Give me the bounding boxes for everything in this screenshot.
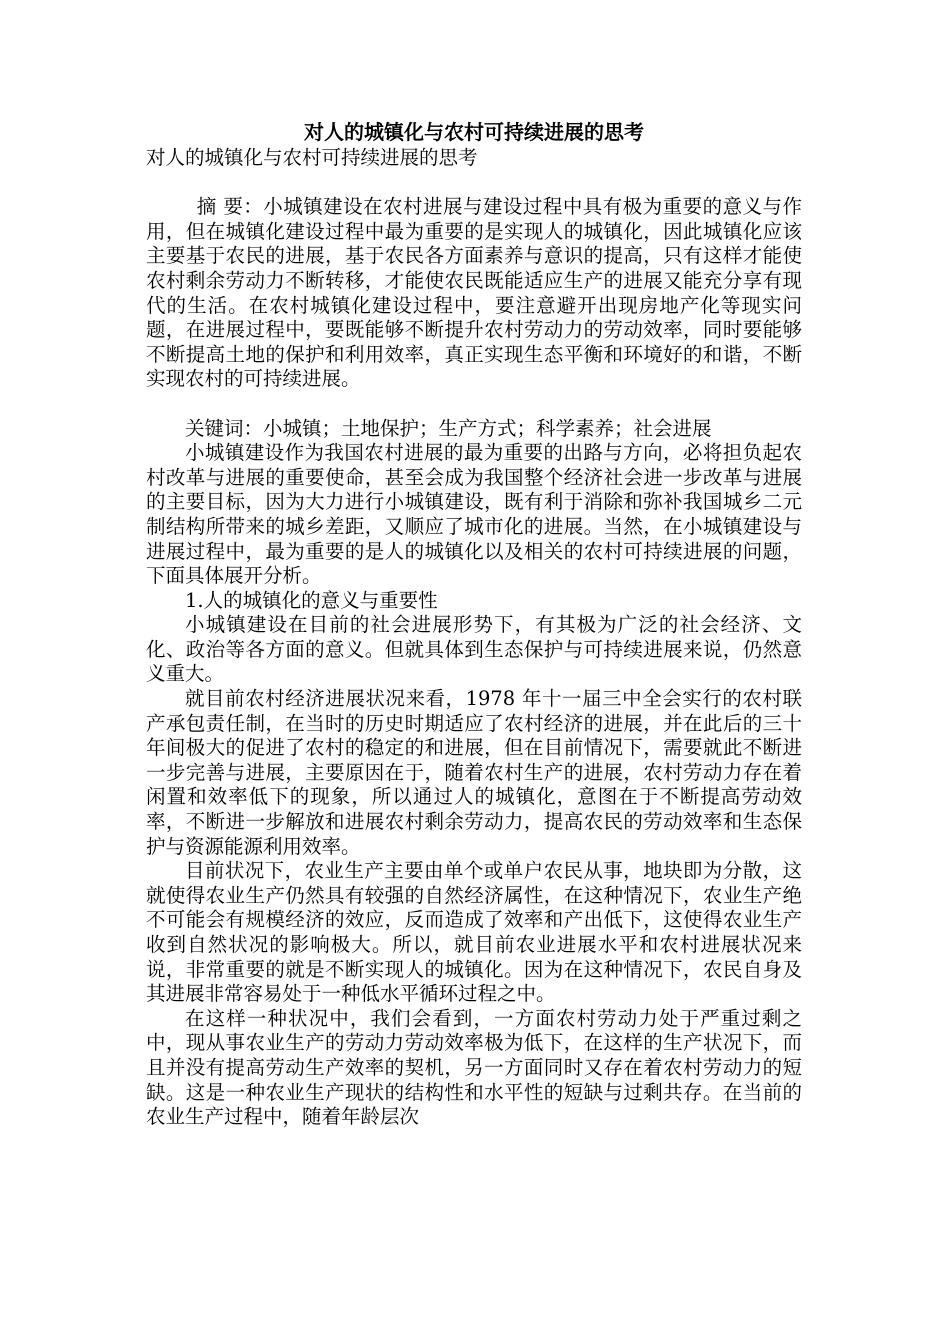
body-paragraph: 小城镇建设在目前的社会进展形势下，有其极为广泛的社会经济、文化、政治等各方面的意义。但就具体到生态保护与可持续进展来说，仍然意义重大。 bbox=[146, 613, 802, 686]
document-subtitle: 对人的城镇化与农村可持续进展的思考 bbox=[146, 146, 478, 169]
spacer bbox=[146, 392, 802, 417]
spacer bbox=[146, 171, 802, 196]
body-paragraph: 就目前农村经济进展状况来看，1978 年十一届三中全会实行的农村联产承包责任制，在当时的历史时期适应了农村经济的进展，并在此后的三十年间极大的促进了农村的稳定的和进展，但在目前情况下，需要就此不断进一步完善与进展，主要原因在于，随着农村生产的进展，农村劳动力存在着闲置和效率低下的现象，所以通过人的城镇化，意图在于不断提高劳动效率，不断进一步解放和进展农村剩余劳动力，提高农民的劳动效率和生态保护与资源能源利用效率。 bbox=[146, 687, 802, 858]
body-paragraph: 在这样一种状况中，我们会看到，一方面农村劳动力处于严重过剩之中，现从事农业生产的劳动力劳动效率极为低下，在这样的生产状况下，而且并没有提高劳动生产效率的契机，另一方面同时又存在着农村劳动力的短缺。这是一种农业生产现状的结构性和水平性的短缺与过剩共存。在当前的农业生产过程中，随着年龄层次 bbox=[146, 1006, 802, 1129]
body-paragraph: 小城镇建设作为我国农村进展的最为重要的出路与方向，必将担负起农村改革与进展的重要使命，甚至会成为我国整个经济社会进一步改革与进展的主要目标，因为大力进行小城镇建设，既有利于消除和弥补我国城乡二元制结构所带来的城乡差距，又顺应了城市化的进展。当然，在小城镇建设与进展过程中，最为重要的是人的城镇化以及相关的农村可持续进展的问题，下面具体展开分析。 bbox=[146, 441, 802, 588]
abstract-paragraph: 摘 要：小城镇建设在农村进展与建设过程中具有极为重要的意义与作用，但在城镇化建设过程中最为重要的是实现人的城镇化，因此城镇化应该主要基于农民的进展，基于农民各方面素养与意识的提高，只有这样才能使农村剩余劳动力不断转移，才能使农民既能适应生产的进展又能充分享有现代的生活。在农村城镇化建设过程中，要注意避开出现房地产化等现实问题，在进展过程中，要既能够不断提升农村劳动力的劳动效率，同时要能够不断提高土地的保护和利用效率，真正实现生态平衡和环境好的和谐，不断实现农村的可持续进展。 bbox=[146, 195, 802, 391]
document-page bbox=[146, 118, 802, 1130]
keywords-line: 关键词：小城镇；土地保护；生产方式；科学素养；社会进展 bbox=[185, 416, 712, 440]
document-title: 对人的城镇化与农村可持续进展的思考 bbox=[304, 120, 644, 144]
body-paragraph: 目前状况下，农业生产主要由单个或单户农民从事，地块即为分散，这就使得农业生产仍然具有较强的自然经济属性，在这种情况下，农业生产绝不可能会有规模经济的效应，反而造成了效率和产出低下，这使得农业生产收到自然状况的影响极大。所以，就目前农业进展水平和农村进展状况来说，非常重要的就是不断实现人的城镇化。因为在这种情况下，农民自身及其进展非常容易处于一种低水平循环过程之中。 bbox=[146, 859, 802, 1006]
section-heading: 1.人的城镇化的意义与重要性 bbox=[185, 588, 438, 612]
